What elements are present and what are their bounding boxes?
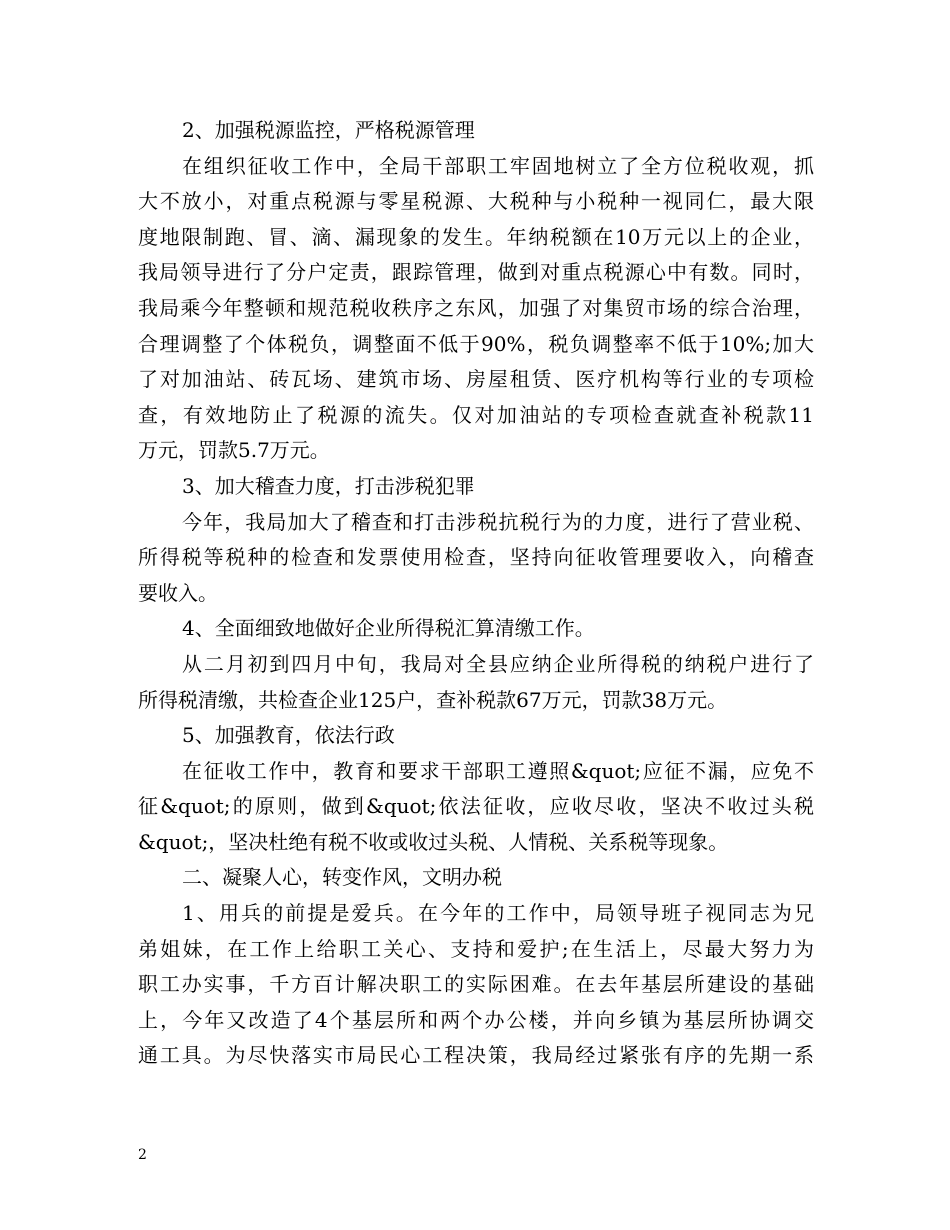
paragraph-line: 我局乘今年整顿和规范税收秩序之东风，加强了对集贸市场的综合治理， <box>138 295 814 320</box>
paragraph-line: 万元，罚款5.7万元。 <box>138 438 330 463</box>
body-text <box>138 113 814 1074</box>
paragraph-line: 合理调整了个体税负，调整面不低于90%，税负调整率不低于10%;加大 <box>138 331 814 356</box>
paragraph-line: 职工办实事，千方百计解决职工的实际困难。在去年基层所建设的基础 <box>138 972 814 997</box>
page-number: 2 <box>138 1147 147 1163</box>
paragraph-line: 了对加油站、砖瓦场、建筑市场、房屋租赁、医疗机构等行业的专项检 <box>138 367 814 392</box>
paragraph-line: 今年，我局加大了稽查和打击涉税抗税行为的力度，进行了营业税、 <box>182 509 814 534</box>
paragraph-line: 度地限制跑、冒、滴、漏现象的发生。年纳税额在10万元以上的企业， <box>138 224 814 249</box>
paragraph-line: 弟姐妹，在工作上给职工关心、支持和爱护;在生活上，尽最大努力为 <box>138 936 814 961</box>
section-heading: 3、加大稽查力度，打击涉税犯罪 <box>182 473 475 498</box>
paragraph-line: 通工具。为尽快落实市局民心工程决策，我局经过紧张有序的先期一系 <box>138 1043 814 1068</box>
section-heading: 二、凝聚人心，转变作风，文明办税 <box>182 865 502 890</box>
paragraph-line: 大不放小，对重点税源与零星税源、大税种与小税种一视同仁，最大限 <box>138 189 814 214</box>
paragraph-line: 征&quot;的原则，做到&quot;依法征收，应收尽收，坚决不收过头税 <box>138 794 814 819</box>
paragraph-line: &quot;，坚决杜绝有税不收或收过头税、人情税、关系税等现象。 <box>138 829 729 854</box>
paragraph-line: 上，今年又改造了4个基层所和两个办公楼，并向乡镇为基层所协调交 <box>138 1007 814 1032</box>
paragraph-line: 1、用兵的前提是爱兵。在今年的工作中，局领导班子视同志为兄 <box>182 901 814 926</box>
section-heading: 2、加强税源监控，严格税源管理 <box>182 118 475 142</box>
paragraph-line: 要收入。 <box>138 580 218 605</box>
paragraph-line: 在征收工作中，教育和要求干部职工遵照&quot;应征不漏，应免不 <box>182 758 814 783</box>
paragraph-line: 在组织征收工作中，全局干部职工牢固地树立了全方位税收观，抓 <box>182 153 814 178</box>
section-heading: 4、全面细致地做好企业所得税汇算清缴工作。 <box>182 616 595 641</box>
paragraph-line: 我局领导进行了分户定责，跟踪管理，做到对重点税源心中有数。同时， <box>138 260 814 285</box>
paragraph-line: 所得税清缴，共检查企业125户，查补税款67万元，罚款38万元。 <box>138 687 728 712</box>
paragraph-line: 所得税等税种的检查和发票使用检查，坚持向征收管理要收入，向稽查 <box>138 545 814 570</box>
paragraph-line: 查，有效地防止了税源的流失。仅对加油站的专项检查就查补税款11 <box>138 402 814 427</box>
paragraph-line: 从二月初到四月中旬，我局对全县应纳企业所得税的纳税户进行了 <box>182 651 814 676</box>
section-heading: 5、加强教育，依法行政 <box>182 723 395 748</box>
